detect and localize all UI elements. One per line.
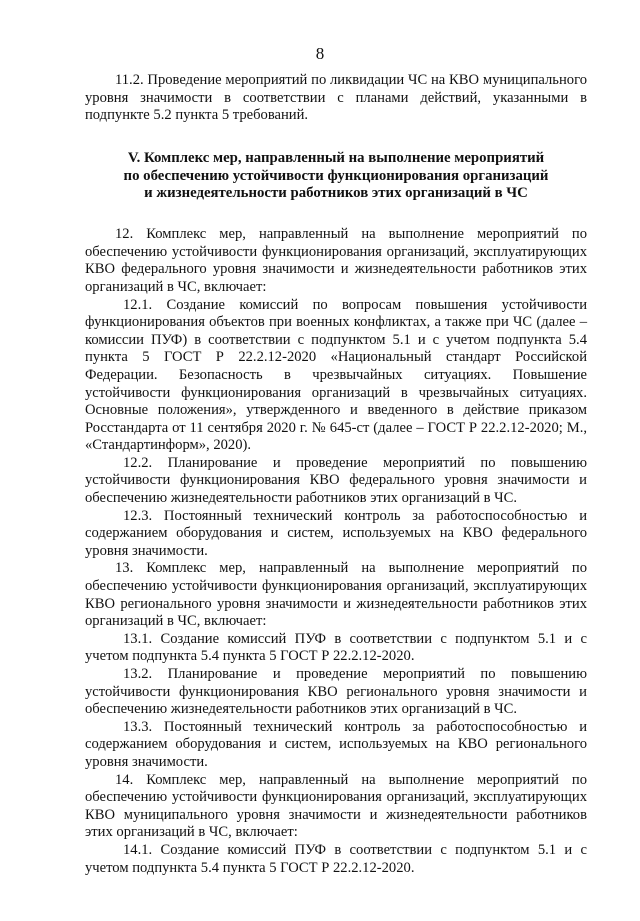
- paragraph-12: 12. Комплекс мер, направленный на выполнение мероприятий по обеспечению устойчивости функционирования организаций, эксплуатирующих КВО федерального уровня значимости и жизнедеятельности работников этих организаций в ЧС, включает:: [85, 226, 587, 295]
- paragraph-13: 13. Комплекс мер, направленный на выполнение мероприятий по обеспечению устойчивости функционирования организаций, эксплуатирующих КВО регионального уровня значимости и жизнедеятельности работников этих организаций в ЧС, включает:: [85, 560, 587, 630]
- page-number: 8: [315, 44, 325, 63]
- paragraph-14-1: 14.1. Создание комиссий ПУФ в соответствии с подпунктом 5.1 и с учетом подпункта 5.4 пункта 5 ГОСТ Р 22.2.12-2020.: [85, 841, 587, 876]
- paragraph-13-3: 13.3. Постоянный технический контроль за работоспособностью и содержанием оборудования и систем, используемых на КВО регионального уровня значимости.: [85, 718, 587, 770]
- paragraph-12-2: 12.2. Планирование и проведение мероприятий по повышению устойчивости функционирования КВО федерального уровня значимости и обеспечению жизнедеятельности работников этих организаций в ЧС.: [85, 454, 587, 507]
- section-title: [85, 150, 587, 203]
- paragraph-13-1: 13.1. Создание комиссий ПУФ в соответствии с подпунктом 5.1 и с учетом подпункта 5.4 пункта 5 ГОСТ Р 22.2.12-2020.: [85, 630, 587, 665]
- paragraph-11-2: 11.2. Проведение мероприятий по ликвидации ЧС на КВО муниципального уровня значимости в соответствии с планами действий, указанными в подпункте 5.2 пункта 5 требований.: [85, 72, 587, 124]
- paragraph-13-2: 13.2. Планирование и проведение мероприятий по повышению устойчивости функционирования КВО регионального уровня значимости и обеспечению жизнедеятельности работников этих организаций в ЧС.: [85, 666, 587, 718]
- paragraph-14: 14. Комплекс мер, направленный на выполнение мероприятий по обеспечению устойчивости функционирования организаций, эксплуатирующих КВО муниципального уровня значимости и жизнедеятельности работников этих организаций в ЧС, включает:: [85, 771, 587, 841]
- section-title-line: V. Комплекс мер, направленный на выполнение мероприятий: [127, 149, 545, 166]
- paragraph-12-3: 12.3. Постоянный технический контроль за работоспособностью и содержанием оборудования и систем, используемых на КВО федерального уровня значимости.: [85, 507, 587, 559]
- paragraph-12-1: 12.1. Создание комиссий по вопросам повышения устойчивости функционирования объектов при военных конфликтах, а также при ЧС (далее – комиссии ПУФ) в соответствии с подпунктом 5.1 и с учетом подпункта 5.4 пункта 5 ГОСТ Р 22.2.12-2020 «Национальный стандарт Российской Федерации. Безопасность в чрезвычайных ситуациях. Повышение устойчивости функционирования организаций в чрезвычайных ситуациях. Основные положения», утвержденного и введенного в действие приказом Росстандарта от 11 сентября 2020 г. № 645-ст (далее – ГОСТ Р 22.2.12-2020; М., «Стандартинформ», 2020).: [85, 296, 587, 454]
- section-title-line: по обеспечению устойчивости функционирования организаций: [123, 167, 549, 184]
- document-body: [85, 72, 587, 877]
- section-title-line: и жизнедеятельности работников этих организаций в ЧС: [144, 185, 528, 202]
